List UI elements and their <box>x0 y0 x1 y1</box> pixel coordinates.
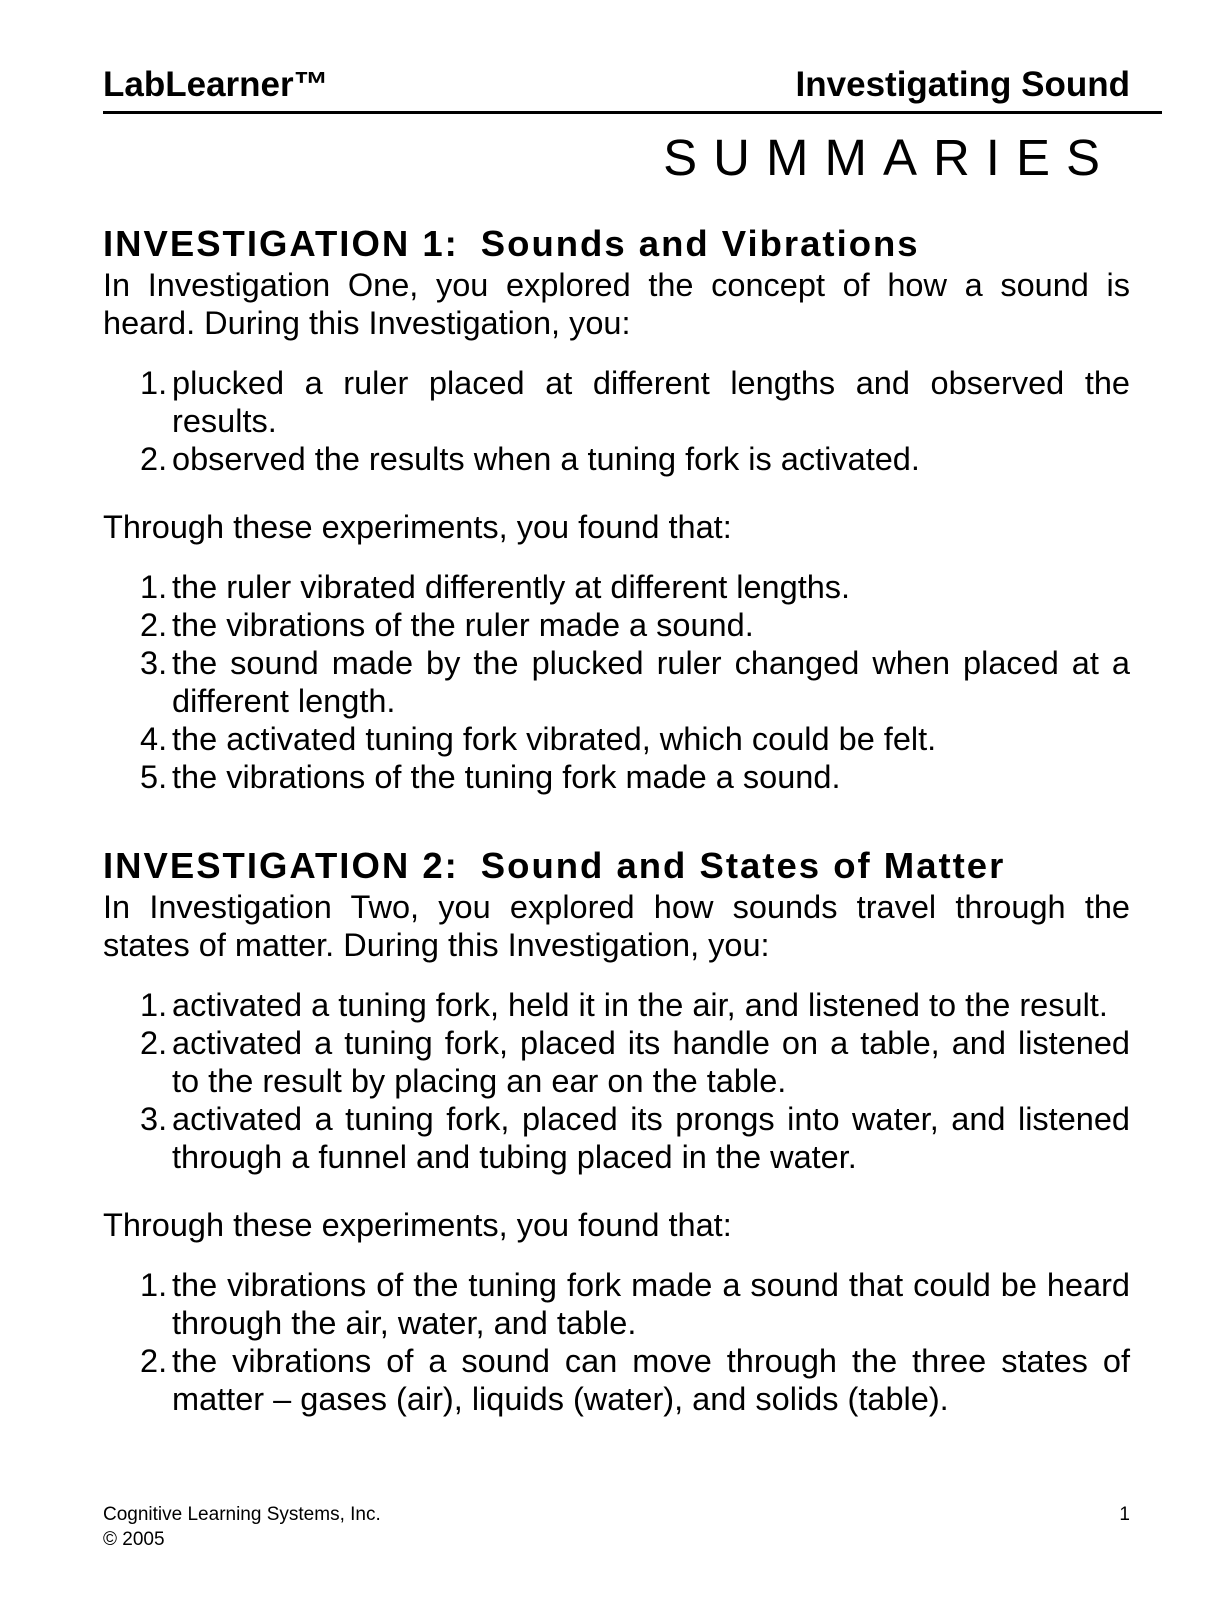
found-list <box>103 1266 1130 1418</box>
brand-title: LabLearner™ <box>103 65 329 104</box>
footer-company: Cognitive Learning Systems, Inc. <box>103 1504 381 1525</box>
section-heading-label: INVESTIGATION 1: <box>103 223 459 264</box>
header-row <box>103 64 1162 106</box>
footer-left <box>103 1502 381 1552</box>
list-item: activated a tuning fork, placed its prongs into water, and listened through a funnel and tubing placed in the water. <box>172 1101 1130 1175</box>
page-number: 1 <box>1119 1504 1130 1525</box>
list-item: the vibrations of a sound can move through the three states of matter – gases (air), liquids (water), and solids (table). <box>172 1343 1130 1417</box>
found-intro: Through these experiments, you found that: <box>103 1207 732 1243</box>
section-heading <box>103 844 1130 888</box>
found-list <box>103 568 1130 796</box>
list-item: the vibrations of the tuning fork made a sound. <box>172 759 841 795</box>
section-heading-title: Sound and States of Matter <box>480 845 1006 886</box>
section-intro: In Investigation One, you explored the concept of how a sound is heard. During this Investigation, you: <box>103 267 1130 341</box>
did-list <box>103 364 1130 478</box>
list-item: plucked a ruler placed at different lengths and observed the results. <box>172 365 1130 439</box>
list-item: activated a tuning fork, held it in the air, and listened to the result. <box>172 987 1108 1023</box>
list-item: the vibrations of the tuning fork made a sound that could be heard through the air, water, and table. <box>172 1267 1130 1341</box>
section-intro: In Investigation Two, you explored how sounds travel through the states of matter. During this Investigation, you: <box>103 889 1130 963</box>
page-title: SUMMARIES <box>663 129 1116 186</box>
section-heading-title: Sounds and Vibrations <box>480 223 920 264</box>
list-item: activated a tuning fork, placed its handle on a table, and listened to the result by placing an ear on the table. <box>172 1025 1130 1099</box>
section-investigation-2 <box>103 844 1130 1418</box>
list-item: the activated tuning fork vibrated, which could be felt. <box>172 721 937 757</box>
did-list <box>103 986 1130 1176</box>
list-item: the vibrations of the ruler made a sound. <box>172 607 754 643</box>
section-heading <box>103 222 1130 266</box>
list-item: the ruler vibrated differently at different lengths. <box>172 569 851 605</box>
list-item: the sound made by the plucked ruler changed when placed at a different length. <box>172 645 1130 719</box>
document-title: Investigating Sound <box>795 65 1130 104</box>
section-investigation-1 <box>103 222 1130 796</box>
page-footer <box>103 1502 1130 1552</box>
list-item: observed the results when a tuning fork is activated. <box>172 441 920 477</box>
page-header <box>103 64 1162 114</box>
section-heading-label: INVESTIGATION 2: <box>103 845 459 886</box>
footer-copyright: © 2005 <box>103 1529 165 1550</box>
found-intro: Through these experiments, you found that: <box>103 509 732 545</box>
